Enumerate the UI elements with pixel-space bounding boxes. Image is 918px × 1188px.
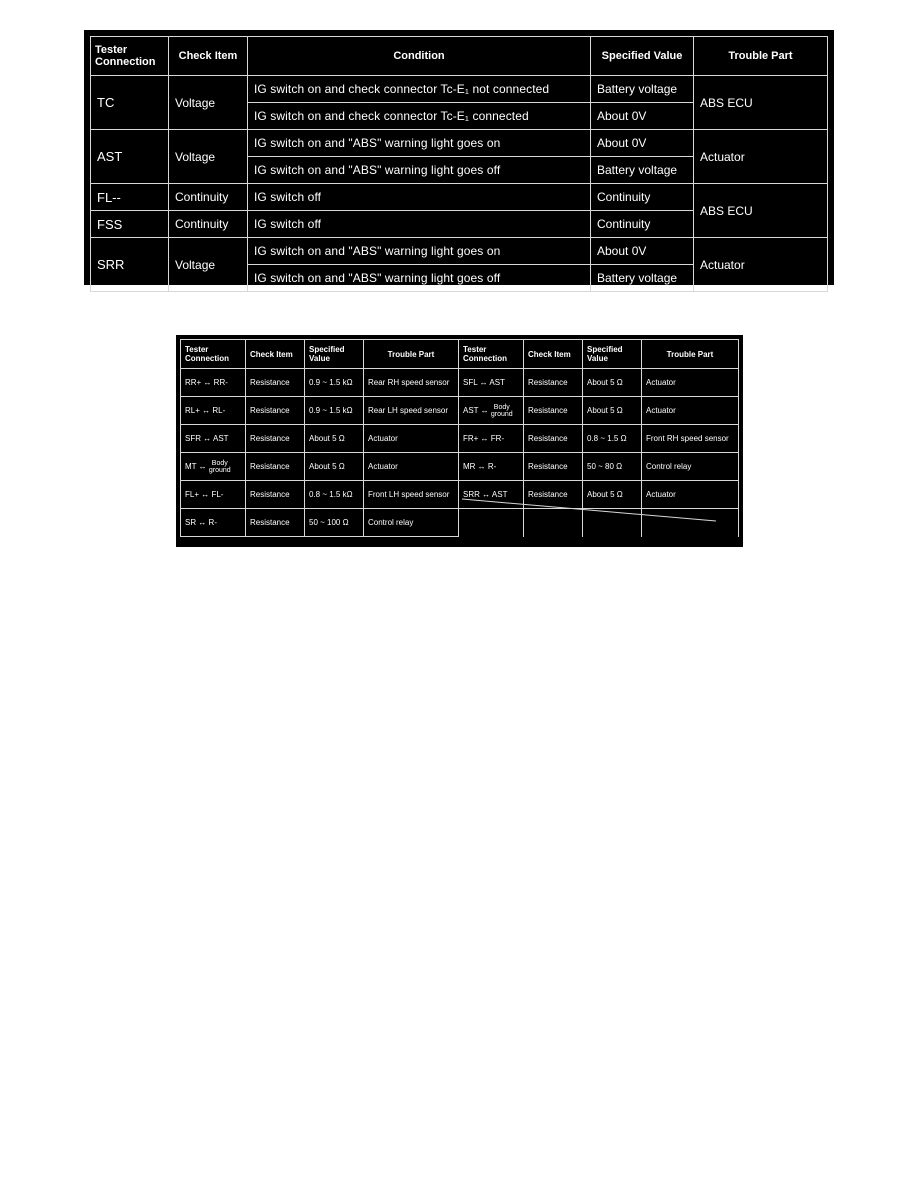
header-check-item-2: Check Item (524, 340, 583, 369)
trouble-part-cell: Actuator (694, 238, 828, 292)
table-row (181, 481, 739, 509)
specified-value-cell: 50 ~ 100 Ω (305, 509, 364, 537)
specified-value-cell: About 0V (591, 103, 694, 130)
check-table-1 (90, 36, 828, 292)
header-specified-value: Specified Value (305, 340, 364, 369)
check-item-cell: Continuity (169, 184, 248, 211)
specified-value-cell: 0.8 ~ 1.5 Ω (583, 425, 642, 453)
specified-value-cell: About 0V (591, 238, 694, 265)
tester-connection-cell: MR ↔ R- (459, 453, 524, 481)
table-row (181, 369, 739, 397)
tester-check-table-1 (84, 30, 834, 285)
trouble-part-cell: Front RH speed sensor (642, 425, 739, 453)
header-condition: Condition (248, 37, 591, 76)
condition-cell: IG switch on and "ABS" warning light goes on (248, 238, 591, 265)
check-item-cell: Resistance (246, 453, 305, 481)
header-tester-connection: Tester Connection (91, 37, 169, 76)
table-row (181, 397, 739, 425)
specified-value-cell: Battery voltage (591, 157, 694, 184)
tester-connection-cell: SFR ↔ AST (181, 425, 246, 453)
check-item-cell: Resistance (524, 453, 583, 481)
check-item-cell: Voltage (169, 76, 248, 130)
trouble-part-cell: Actuator (694, 130, 828, 184)
table-header-row (91, 37, 828, 76)
specified-value-cell: About 5 Ω (583, 397, 642, 425)
trouble-part-cell: Actuator (642, 481, 739, 509)
tester-connection-cell: SRR (91, 238, 169, 292)
check-item-cell: Resistance (246, 397, 305, 425)
tester-connection-cell: FSS (91, 211, 169, 238)
header-check-item: Check Item (169, 37, 248, 76)
specified-value-cell: Continuity (591, 184, 694, 211)
specified-value-cell: 0.8 ~ 1.5 kΩ (305, 481, 364, 509)
condition-cell: IG switch off (248, 211, 591, 238)
specified-value-cell: About 0V (591, 130, 694, 157)
trouble-part-cell: Rear RH speed sensor (364, 369, 459, 397)
connection-text: MT ↔ (185, 461, 207, 471)
trouble-part-cell: Actuator (364, 453, 459, 481)
trouble-part-cell: Actuator (642, 397, 739, 425)
tester-connection-cell: SR ↔ R- (181, 509, 246, 537)
specified-value-cell: 0.9 ~ 1.5 kΩ (305, 369, 364, 397)
specified-value-cell: About 5 Ω (583, 369, 642, 397)
resistance-check-table (176, 335, 743, 547)
table-row (181, 509, 739, 537)
tester-connection-cell: FR+ ↔ FR- (459, 425, 524, 453)
header-tester-connection-2: Tester Connection (459, 340, 524, 369)
condition-cell: IG switch on and "ABS" warning light goes off (248, 157, 591, 184)
check-item-cell: Resistance (524, 425, 583, 453)
table-row (181, 425, 739, 453)
trouble-part-cell: ABS ECU (694, 76, 828, 130)
check-item-cell: Resistance (524, 397, 583, 425)
empty-cell (642, 509, 739, 537)
empty-cell (583, 509, 642, 537)
table-row (91, 76, 828, 103)
tester-connection-cell: TC (91, 76, 169, 130)
tester-connection-cell: RL+ ↔ RL- (181, 397, 246, 425)
specified-value-cell: 50 ~ 80 Ω (583, 453, 642, 481)
empty-cell (459, 509, 524, 537)
check-item-cell: Voltage (169, 238, 248, 292)
trouble-part-cell: Control relay (364, 509, 459, 537)
trouble-part-cell: ABS ECU (694, 184, 828, 238)
check-item-cell: Resistance (524, 481, 583, 509)
trouble-part-cell: Rear LH speed sensor (364, 397, 459, 425)
tester-connection-cell: SRR ↔ AST (459, 481, 524, 509)
empty-cell (524, 509, 583, 537)
check-item-cell: Continuity (169, 211, 248, 238)
tester-connection-cell (459, 397, 524, 425)
connection-text: AST ↔ (463, 405, 489, 415)
header-trouble-part: Trouble Part (694, 37, 828, 76)
body-ground-label: Body ground (490, 403, 513, 418)
tester-connection-cell: FL-- (91, 184, 169, 211)
condition-cell: IG switch on and check connector Tc-E₁ not connected (248, 76, 591, 103)
header-tester-connection: Tester Connection (181, 340, 246, 369)
specified-value-cell: 0.9 ~ 1.5 kΩ (305, 397, 364, 425)
check-item-cell: Resistance (246, 369, 305, 397)
check-item-cell: Resistance (246, 509, 305, 537)
header-specified-value: Specified Value (591, 37, 694, 76)
table-row (91, 184, 828, 211)
table-row (91, 130, 828, 157)
tester-connection-cell: RR+ ↔ RR- (181, 369, 246, 397)
header-trouble-part: Trouble Part (364, 340, 459, 369)
header-specified-value-2: Specified Value (583, 340, 642, 369)
specified-value-cell: About 5 Ω (305, 453, 364, 481)
check-item-cell: Resistance (246, 425, 305, 453)
header-check-item: Check Item (246, 340, 305, 369)
body-ground-label: Body ground (208, 459, 231, 474)
check-item-cell: Resistance (246, 481, 305, 509)
specified-value-cell: About 5 Ω (305, 425, 364, 453)
table-header-row (181, 340, 739, 369)
condition-cell: IG switch on and "ABS" warning light goes on (248, 130, 591, 157)
trouble-part-cell: Front LH speed sensor (364, 481, 459, 509)
tester-connection-cell: SFL ↔ AST (459, 369, 524, 397)
trouble-part-cell: Control relay (642, 453, 739, 481)
trouble-part-cell: Actuator (364, 425, 459, 453)
condition-cell: IG switch off (248, 184, 591, 211)
specified-value-cell: Continuity (591, 211, 694, 238)
condition-cell: IG switch on and check connector Tc-E₁ connected (248, 103, 591, 130)
check-item-cell: Resistance (524, 369, 583, 397)
tester-connection-cell: FL+ ↔ FL- (181, 481, 246, 509)
specified-value-cell: About 5 Ω (583, 481, 642, 509)
specified-value-cell: Battery voltage (591, 76, 694, 103)
check-table-2 (180, 339, 739, 537)
condition-cell: IG switch on and "ABS" warning light goes off (248, 265, 591, 292)
tester-connection-cell (181, 453, 246, 481)
table-row (181, 453, 739, 481)
table-row (91, 238, 828, 265)
check-item-cell: Voltage (169, 130, 248, 184)
header-trouble-part-2: Trouble Part (642, 340, 739, 369)
tester-connection-cell: AST (91, 130, 169, 184)
specified-value-cell: Battery voltage (591, 265, 694, 292)
trouble-part-cell: Actuator (642, 369, 739, 397)
